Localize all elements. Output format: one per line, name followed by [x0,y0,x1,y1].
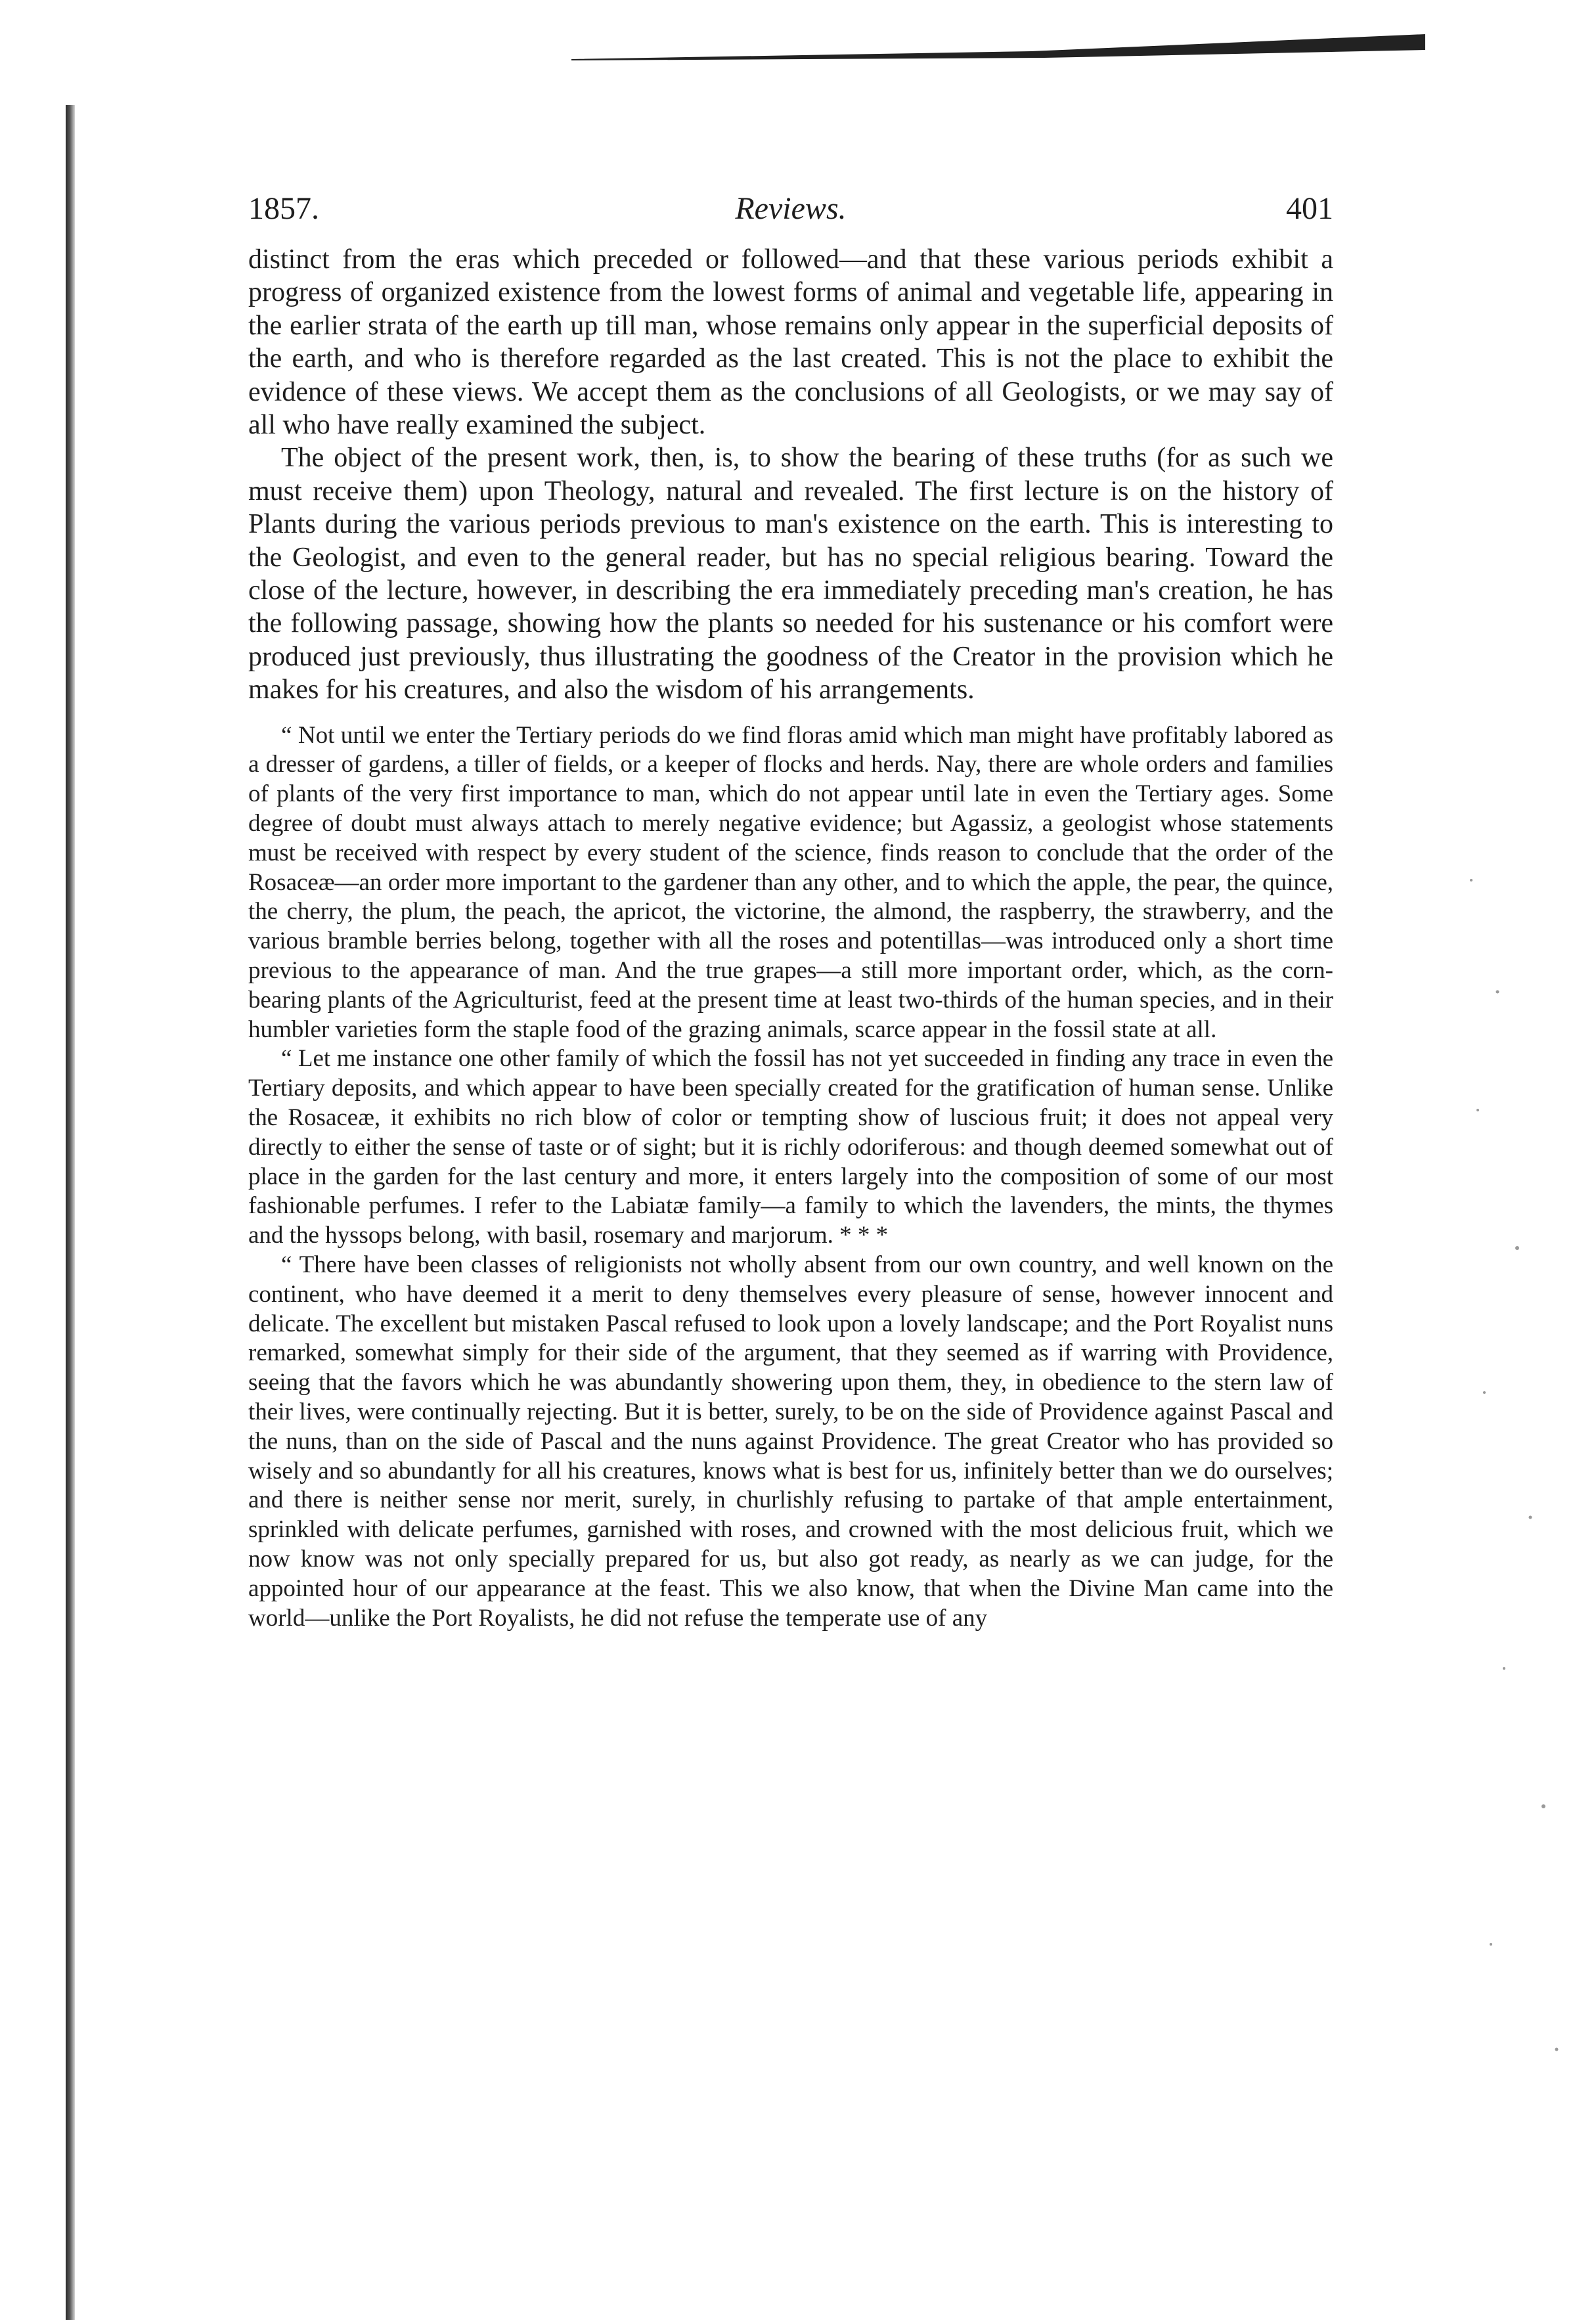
quoted-paragraph: “ Let me instance one other family of which the fossil has not yet succeeded in finding any trace in even the Tertiary deposits, and which appear to have been specially created for the gratification of human sense. Unlike the Rosaceæ, it exhibits no rich blow of color or tempting show of luscious fruit; it does not appeal very directly to either the sense of taste or of sight; but it is richly odoriferous: and though deemed somewhat out of place in the garden for the last century and more, it enters largely into the composition of some of our most fashionable perfumes. I refer to the Labiatæ family—a family to which the lavenders, the mints, the thymes and the hyssops belong, with basil, rosemary and marjorum. * * * [248,1045,1333,1249]
page-content [248,190,1333,1633]
spacer [248,707,1333,721]
header-title: Reviews. [735,191,847,226]
page-number: 401 [1286,191,1333,226]
quoted-paragraph: “ There have been classes of religionists not wholly absent from our own country, and well known on the continent, who have deemed it a merit to deny themselves every pleasure of sense, however innocent and delicate. The excellent but mistaken Pascal refused to look upon a lovely landscape; and the Port Royalist nuns remarked, somewhat simply for their side of the argument, that they seemed as if warring with Providence, seeing that the favors which he was abundantly showering upon them, they, in obedience to the stern law of their lives, were continually rejecting. But it is better, surely, to be on the side of Providence against Pascal and the nuns, than on the side of Pascal and the nuns against Providence. The great Creator who has provided so wisely and so abundantly for all his creatures, knows what is best for us, infinitely better than we do ourselves; and there is neither sense nor merit, surely, in churlishly refusing to partake of that ample entertainment, sprinkled with delicate perfumes, garnished with roses, and crowned with the most delicious fruit, which we now know was not only specially prepared for us, but also got ready, as nearly as we can judge, for the appointed hour of our appearance at the feast. This we also know, that when the Divine Man came into the world—unlike the Port Royalists, he did not refuse the temperate use of any [248,1251,1333,1632]
quoted-paragraph: “ Not until we enter the Tertiary periods do we find floras amid which man might have profitably labored as a dresser of gardens, a tiller of fields, or a keeper of flocks and herds. Nay, there are whole orders and families of plants of the very first importance to man, which do not appear until late in even the Tertiary ages. Some degree of doubt must always attach to merely negative evidence; but Agassiz, a geologist whose statements must be received with respect by every student of the science, finds reason to conclude that the order of the Rosaceæ—an order more important to the gardener than any other, and to which the apple, the pear, the quince, the cherry, the plum, the peach, the apricot, the victorine, the almond, the raspberry, the strawberry, and the various bramble berries belong, together with all the roses and potentillas—was introduced only a short time previous to the appearance of man. And the true grapes—a still more important order, which, as the corn-bearing plants of the Agriculturist, feed at the present time at least two-thirds of the human species, and in their humbler varieties form the staple food of the grazing animals, scarce appear in the fossil state at all. [248,721,1333,1043]
scan-margin-specks [1458,854,1576,2102]
scan-binding-shadow [66,105,75,2320]
body-paragraph-continued: distinct from the eras which preceded or followed—and that these various periods exhibit a progress of organized existence from the lowest forms of animal and vegetable life, appearing in the earlier strata of the earth up till man, whose remains only appear in the superficial deposits of the earth, and who is therefore regarded as the last created. This is not the place to exhibit the evidence of these views. We accept them as the conclusions of all Geologists, or we may say of all who have really examined the subject. [248,244,1333,441]
body-paragraph: The object of the present work, then, is, to show the bearing of these truths (for as such we must receive them) upon Theology, natural and revealed. The first lecture is on the history of Plants during the various periods previous to man's existence on the earth. This is interesting to the Geologist, and even to the general reader, but has no special religious bearing. Toward the close of the lecture, however, in describing the era immediately preceding man's creation, he has the following passage, showing how the plants so needed for his sustenance or his comfort were produced just previously, thus illustrating the goodness of the Creator in the provision which he makes for his creatures, and also the wisdom of his arrangements. [248,443,1333,705]
scan-top-edge-mark [571,34,1425,60]
header-year: 1857. [248,191,319,226]
running-head [248,190,1333,243]
